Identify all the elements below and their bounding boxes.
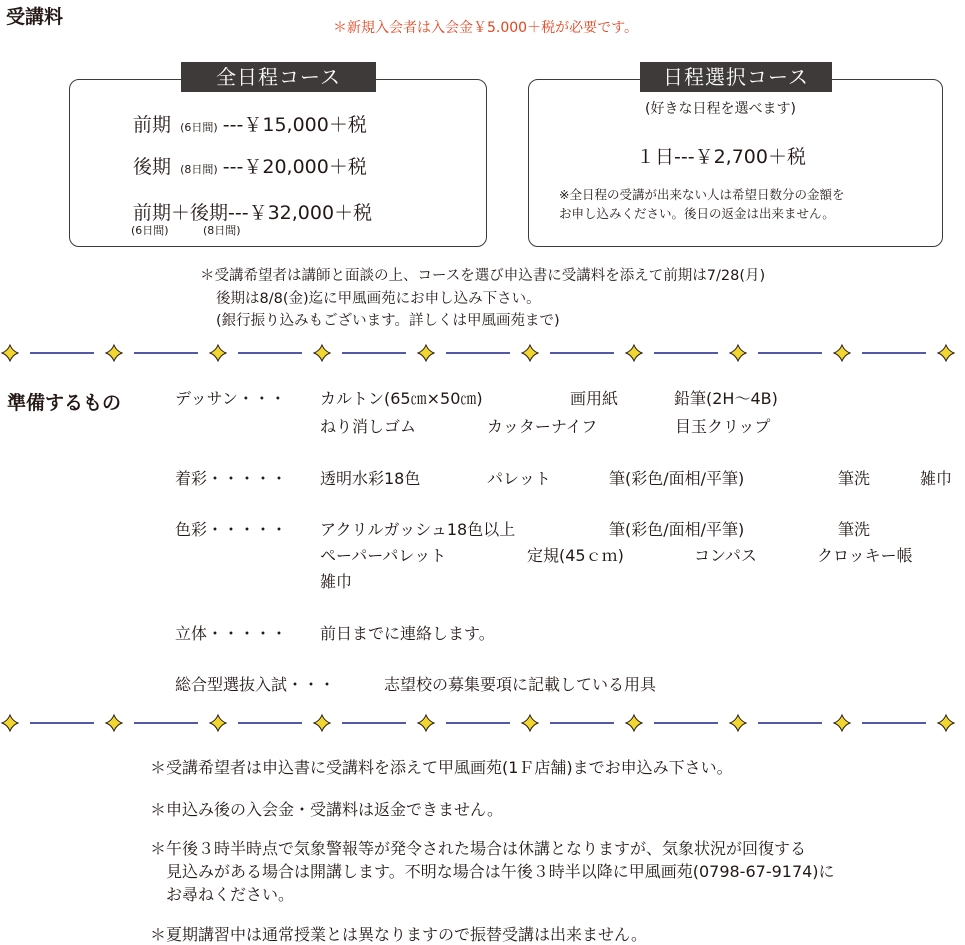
shikisai-item-ruler: 定規(45ｃｍ) [527,546,624,565]
four-point-star-icon [106,715,122,731]
rittai-text: 前日までに連絡します。 [320,624,495,643]
dessin-item-cutter: カッターナイフ [487,417,598,436]
term-name: 前期＋後期 [133,202,229,224]
four-point-star-icon [730,715,746,731]
apply-note-line1: ＊受講希望者は講師と面談の上、コースを選び申込書に受講料を添えて前期は7/28(月) [200,268,766,284]
note-application: ＊受講希望者は申込書に受講料を添えて甲風画苑(1Ｆ店舗)までお申込み下さい。 [150,758,733,777]
chakusai-item-watercolor: 透明水彩18色 [320,469,421,488]
term-price: ---￥20,000＋税 [222,156,367,178]
four-point-star-icon [626,715,642,731]
entrance-fee-notice: ＊新規入会者は入会金￥5.000＋税が必要です。 [333,20,638,36]
four-point-star-icon [210,345,226,361]
shikisai-item-compass: コンパス [694,546,757,565]
decorative-divider-top [0,342,965,364]
term-price: ---￥32,000＋税 [228,202,373,224]
four-point-star-icon [314,345,330,361]
dessin-item-clip: 目玉クリップ [675,417,771,436]
four-point-star-icon [626,345,642,361]
four-point-star-icon [418,715,434,731]
dessin-item-pencil: 鉛筆(2H〜4B) [674,389,778,408]
term-days: (8日間) [180,163,218,176]
note-weather-line3: お尋ねください。 [166,885,295,904]
chakusai-item-brush: 筆(彩色/面相/平筆) [609,469,745,488]
dessin-item-eraser: ねり消しゴム [320,417,417,436]
supplies-heading: 準備するもの [7,392,122,414]
note-weather-line2: 見込みがある場合は開講します。不明な場合は午後３時半以降に甲風画苑(0798-67-9174)に [166,862,835,881]
shikisai-label: 色彩・・・・・ [175,520,288,539]
select-course-note-line2: お申し込みください。後日の返金は出来ません。 [559,206,835,221]
note-weather-line1: ＊午後３時半時点で気象警報等が発令された場合は休講となりますが、気象状況が回復する [150,839,807,858]
full-course-title: 全日程コース [181,62,376,92]
full-course-row-second [133,152,367,179]
four-point-star-icon [314,715,330,731]
four-point-star-icon [418,345,434,361]
term-days-first: (6日間) [131,224,169,237]
select-course-subtitle: (好きな日程を選べます) [645,101,796,117]
full-course-row-first [133,110,367,137]
term-price: ---￥15,000＋税 [222,114,367,136]
shikisai-item-paper-palette: ペーパーパレット [320,546,447,565]
apply-note-line3: (銀行振り込みもございます。詳しくは甲風画苑まで) [216,313,560,329]
note-no-refund: ＊申込み後の入会金・受講料は返金できません。 [150,800,503,819]
chakusai-item-cloth: 雑巾 [920,469,953,488]
shikisai-item-brush: 筆(彩色/面相/平筆) [609,520,745,539]
rittai-label: 立体・・・・・ [175,624,288,643]
sogo-label: 総合型選抜入試・・・ [175,675,336,694]
dessin-label: デッサン・・・ [175,389,286,408]
four-point-star-icon [522,345,538,361]
select-course-title: 日程選択コース [640,62,832,92]
note-no-makeup: ＊夏期講習中は通常授業とは異なりますので振替受講は出来ません。 [150,925,647,944]
term-days-second: (8日間) [203,224,241,237]
four-point-star-icon [834,715,850,731]
four-point-star-icon [2,345,18,361]
four-point-star-icon [730,345,746,361]
four-point-star-icon [522,715,538,731]
apply-note-line2: 後期は8/8(金)迄に甲風画苑にお申し込み下さい。 [216,291,541,307]
dessin-item-carton: カルトン(65㎝×50㎝) [320,389,483,408]
term-name: 後期 [133,156,172,178]
term-name: 前期 [133,114,172,136]
shikisai-item-gouache: アクリルガッシュ18色以上 [320,520,516,539]
four-point-star-icon [2,715,18,731]
shikisai-item-sketchbook: クロッキー帳 [817,546,913,565]
chakusai-item-washer: 筆洗 [838,469,871,488]
shikisai-item-washer: 筆洗 [838,520,871,539]
shikisai-item-cloth: 雑巾 [320,572,353,591]
term-days: (6日間) [180,121,218,134]
four-point-star-icon [938,715,954,731]
chakusai-item-palette: パレット [487,469,551,488]
dessin-item-paper: 画用紙 [570,389,619,408]
select-course-price: １日---￥2,700＋税 [636,146,806,168]
select-course-note-line1: ※全日程の受講が出来ない人は希望日数分の金額を [559,187,845,202]
chakusai-label: 着彩・・・・・ [175,469,288,488]
fees-heading: 受講料 [6,6,64,28]
four-point-star-icon [938,345,954,361]
four-point-star-icon [834,345,850,361]
full-course-row-both [133,198,372,225]
four-point-star-icon [210,715,226,731]
sogo-text: 志望校の募集要項に記載している用具 [384,675,657,694]
four-point-star-icon [106,345,122,361]
decorative-divider-bottom [0,712,965,734]
